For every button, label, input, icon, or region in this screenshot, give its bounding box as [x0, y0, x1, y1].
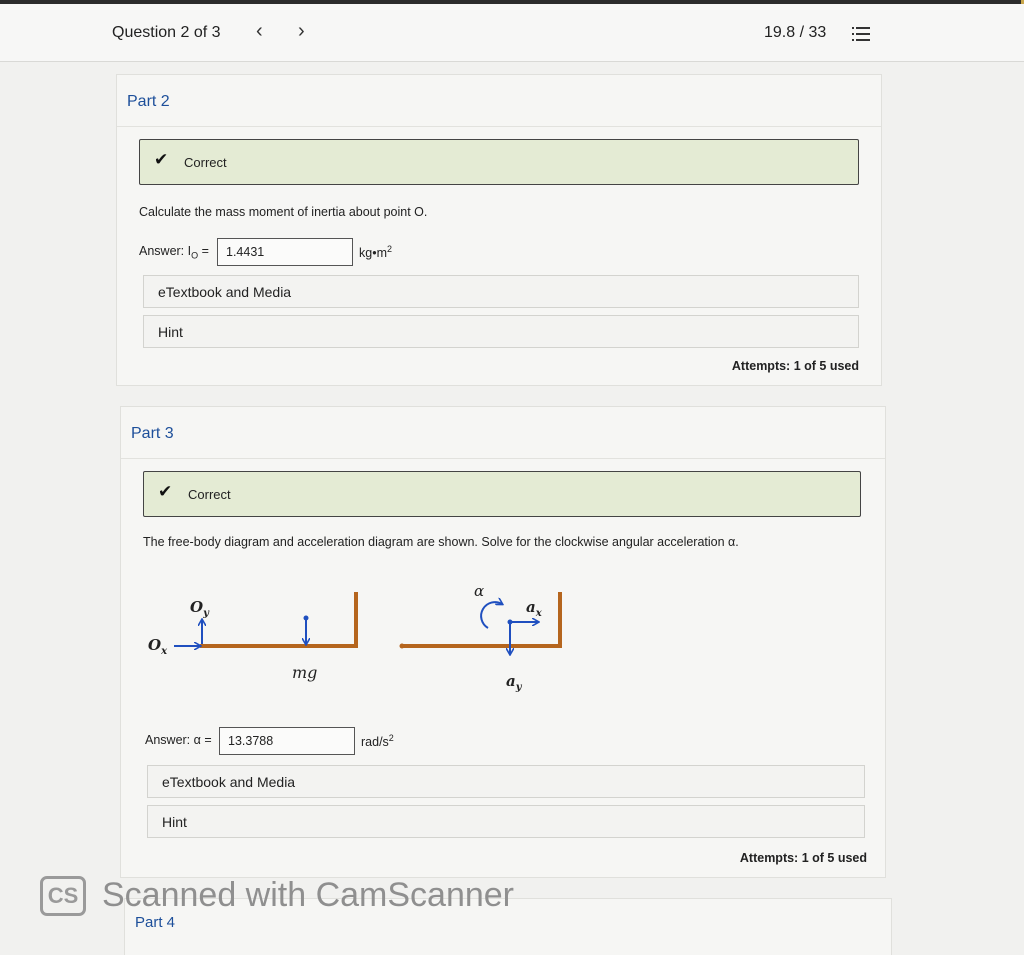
answer-label-equals: =	[198, 244, 209, 258]
part-2-answer-input[interactable]	[217, 238, 353, 266]
hint-label: Hint	[162, 814, 187, 830]
part-3-correct-banner	[143, 471, 861, 517]
part-3-answer-label: Answer: α =	[145, 733, 212, 747]
answer-label-text: Answer: I	[139, 244, 192, 258]
mg-label: mg	[292, 663, 318, 682]
oy-label	[190, 598, 210, 619]
ay-label	[506, 672, 523, 693]
correct-label: Correct	[188, 487, 231, 502]
free-body-diagram	[140, 580, 580, 700]
question-header	[0, 4, 1024, 62]
part-2-panel	[116, 74, 882, 386]
part-2-answer-label	[139, 244, 209, 261]
kinetic-beam	[400, 592, 561, 649]
camscanner-logo: CS	[40, 876, 86, 916]
ay-sub: y	[515, 682, 522, 693]
question-list-icon[interactable]	[852, 26, 870, 42]
checkmark-icon: ✔	[154, 150, 169, 169]
part-4-title[interactable]: Part 4	[135, 914, 176, 931]
correct-label: Correct	[184, 155, 227, 170]
part-3-attempts: Attempts: 1 of 5 used	[739, 851, 867, 865]
alpha-label: α	[474, 582, 485, 600]
part-2-prompt: Calculate the mass moment of inertia about point O.	[139, 205, 428, 219]
fbd-beam	[200, 592, 356, 648]
part-2-etextbook-expander[interactable]	[143, 275, 859, 308]
ax-letter: a	[526, 598, 536, 616]
checkmark-icon: ✔	[158, 482, 173, 501]
part-2-header	[117, 75, 881, 127]
part-3-answer-input[interactable]	[219, 727, 355, 755]
accel-point	[508, 620, 513, 625]
ay-letter: a	[506, 672, 516, 690]
ax-label	[526, 598, 543, 619]
answer-label-subscript: O	[191, 250, 199, 261]
part-3-title[interactable]: Part 3	[131, 425, 174, 442]
previous-question-button[interactable]: ‹	[256, 20, 263, 42]
part-2-title[interactable]: Part 2	[127, 93, 170, 110]
score-display: 19.8 / 33	[764, 24, 827, 41]
unit-exponent: 2	[388, 733, 394, 743]
camscanner-text: Scanned with CamScanner	[102, 876, 515, 914]
part-3-prompt: The free-body diagram and acceleration diagram are shown. Solve for the clockwise angular acceleration α.	[143, 535, 739, 549]
etextbook-label: eTextbook and Media	[162, 774, 296, 790]
oy-letter: O	[190, 598, 204, 616]
part-3-header	[121, 407, 885, 459]
etextbook-label: eTextbook and Media	[158, 284, 292, 300]
part-2-correct-banner	[139, 139, 859, 185]
unit-text: rad/s	[361, 735, 389, 750]
hint-label: Hint	[158, 324, 183, 340]
unit-text: kg•m	[359, 246, 387, 261]
question-counter: Question 2 of 3	[112, 24, 221, 41]
ox-label	[148, 636, 168, 657]
unit-exponent: 2	[387, 244, 393, 254]
part-3-hint-expander[interactable]	[147, 805, 865, 838]
part-2-unit	[359, 244, 392, 260]
ox-letter: O	[148, 636, 162, 654]
next-question-button[interactable]: ›	[298, 20, 305, 42]
ax-sub: x	[535, 608, 542, 619]
ox-sub: x	[161, 646, 168, 657]
alpha-arrow	[481, 602, 502, 628]
part-3-unit	[361, 733, 394, 749]
part-2-hint-expander[interactable]	[143, 315, 859, 348]
mg-point	[304, 616, 309, 621]
part-3-etextbook-expander[interactable]	[147, 765, 865, 798]
oy-sub: y	[203, 608, 209, 619]
part-2-attempts: Attempts: 1 of 5 used	[731, 359, 859, 373]
